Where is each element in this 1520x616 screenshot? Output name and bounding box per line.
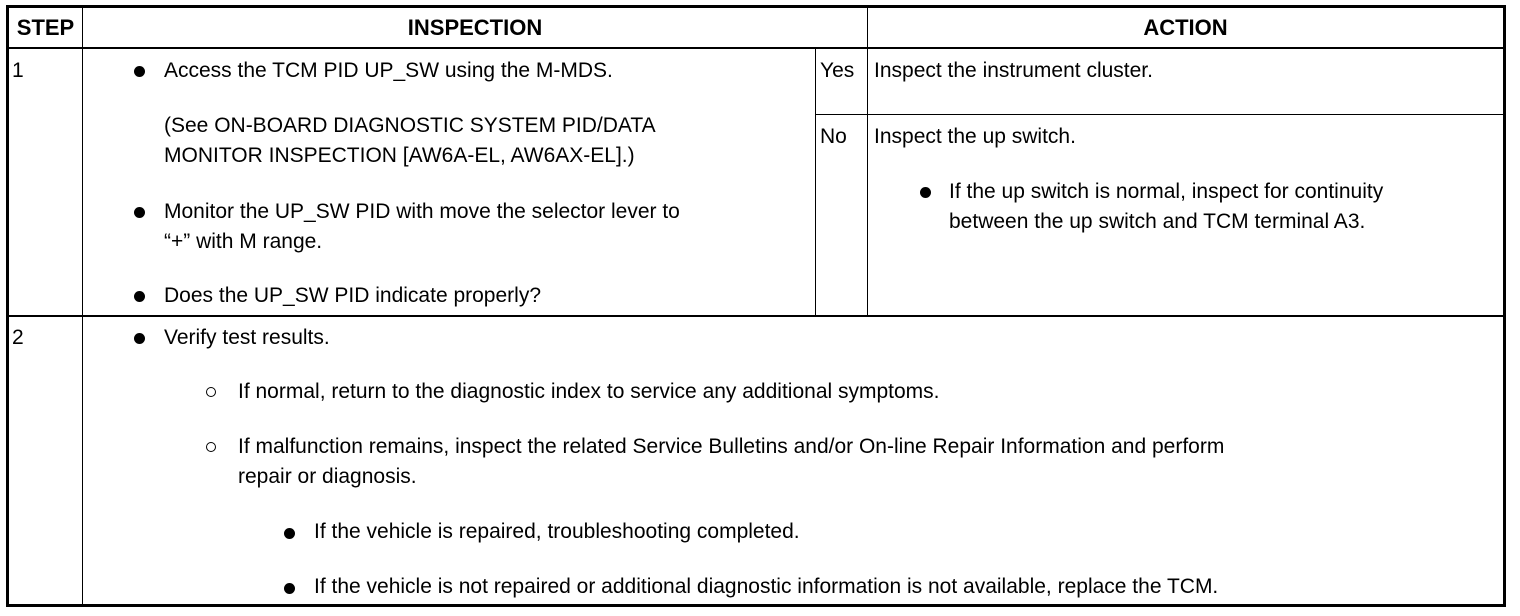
sub-item: repair or diagnosis. xyxy=(238,465,417,488)
bullet-icon xyxy=(134,291,145,302)
bullet-icon xyxy=(134,66,145,77)
step-row-divider xyxy=(9,315,1503,317)
step-number: 2 xyxy=(12,326,24,349)
sub-item: If normal, return to the diagnostic index to service any additional symptoms. xyxy=(238,380,940,403)
header-row-divider xyxy=(9,47,1503,49)
inspection-item: “+” with M range. xyxy=(164,230,323,253)
bullet-icon xyxy=(920,187,931,198)
sub-sub-item: If the vehicle is repaired, troubleshooting completed. xyxy=(314,520,800,543)
column-divider-yesno-right xyxy=(867,48,868,316)
sub-bullet-icon xyxy=(206,387,216,397)
no-action-detail: between the up switch and TCM terminal A3. xyxy=(949,210,1366,233)
yes-action: Inspect the instrument cluster. xyxy=(874,59,1153,82)
sub-sub-item: If the vehicle is not repaired or additional diagnostic information is not available, replace the TCM. xyxy=(314,575,1219,598)
no-label: No xyxy=(820,125,847,148)
no-action: Inspect the up switch. xyxy=(874,125,1076,148)
inspection-item: Verify test results. xyxy=(164,326,330,349)
bullet-icon xyxy=(134,207,145,218)
sub-item: If malfunction remains, inspect the related Service Bulletins and/or On-line Repair Information and perform xyxy=(238,435,1225,458)
inspection-question: Does the UP_SW PID indicate properly? xyxy=(164,284,542,307)
header-step: STEP xyxy=(16,15,75,40)
inspection-item: Access the TCM PID UP_SW using the M-MDS. xyxy=(164,59,613,82)
bullet-icon xyxy=(134,333,145,344)
sub-bullet-icon xyxy=(206,442,216,452)
header-inspection: INSPECTION xyxy=(407,15,543,40)
header-action: ACTION xyxy=(1143,15,1228,40)
no-action-detail: If the up switch is normal, inspect for continuity xyxy=(949,180,1384,203)
yes-label: Yes xyxy=(820,59,855,82)
inspection-item: Monitor the UP_SW PID with move the selector lever to xyxy=(164,200,680,223)
column-divider-yesno-left xyxy=(815,48,816,316)
bullet-icon xyxy=(284,583,295,594)
see-reference-note: MONITOR INSPECTION [AW6A-EL, AW6AX-EL].) xyxy=(164,144,635,167)
yes-no-row-divider xyxy=(815,114,1503,115)
step-number: 1 xyxy=(12,59,24,82)
bullet-icon xyxy=(284,528,295,539)
see-reference-note: (See ON-BOARD DIAGNOSTIC SYSTEM PID/DATA xyxy=(164,114,656,137)
column-divider-step xyxy=(82,8,83,604)
